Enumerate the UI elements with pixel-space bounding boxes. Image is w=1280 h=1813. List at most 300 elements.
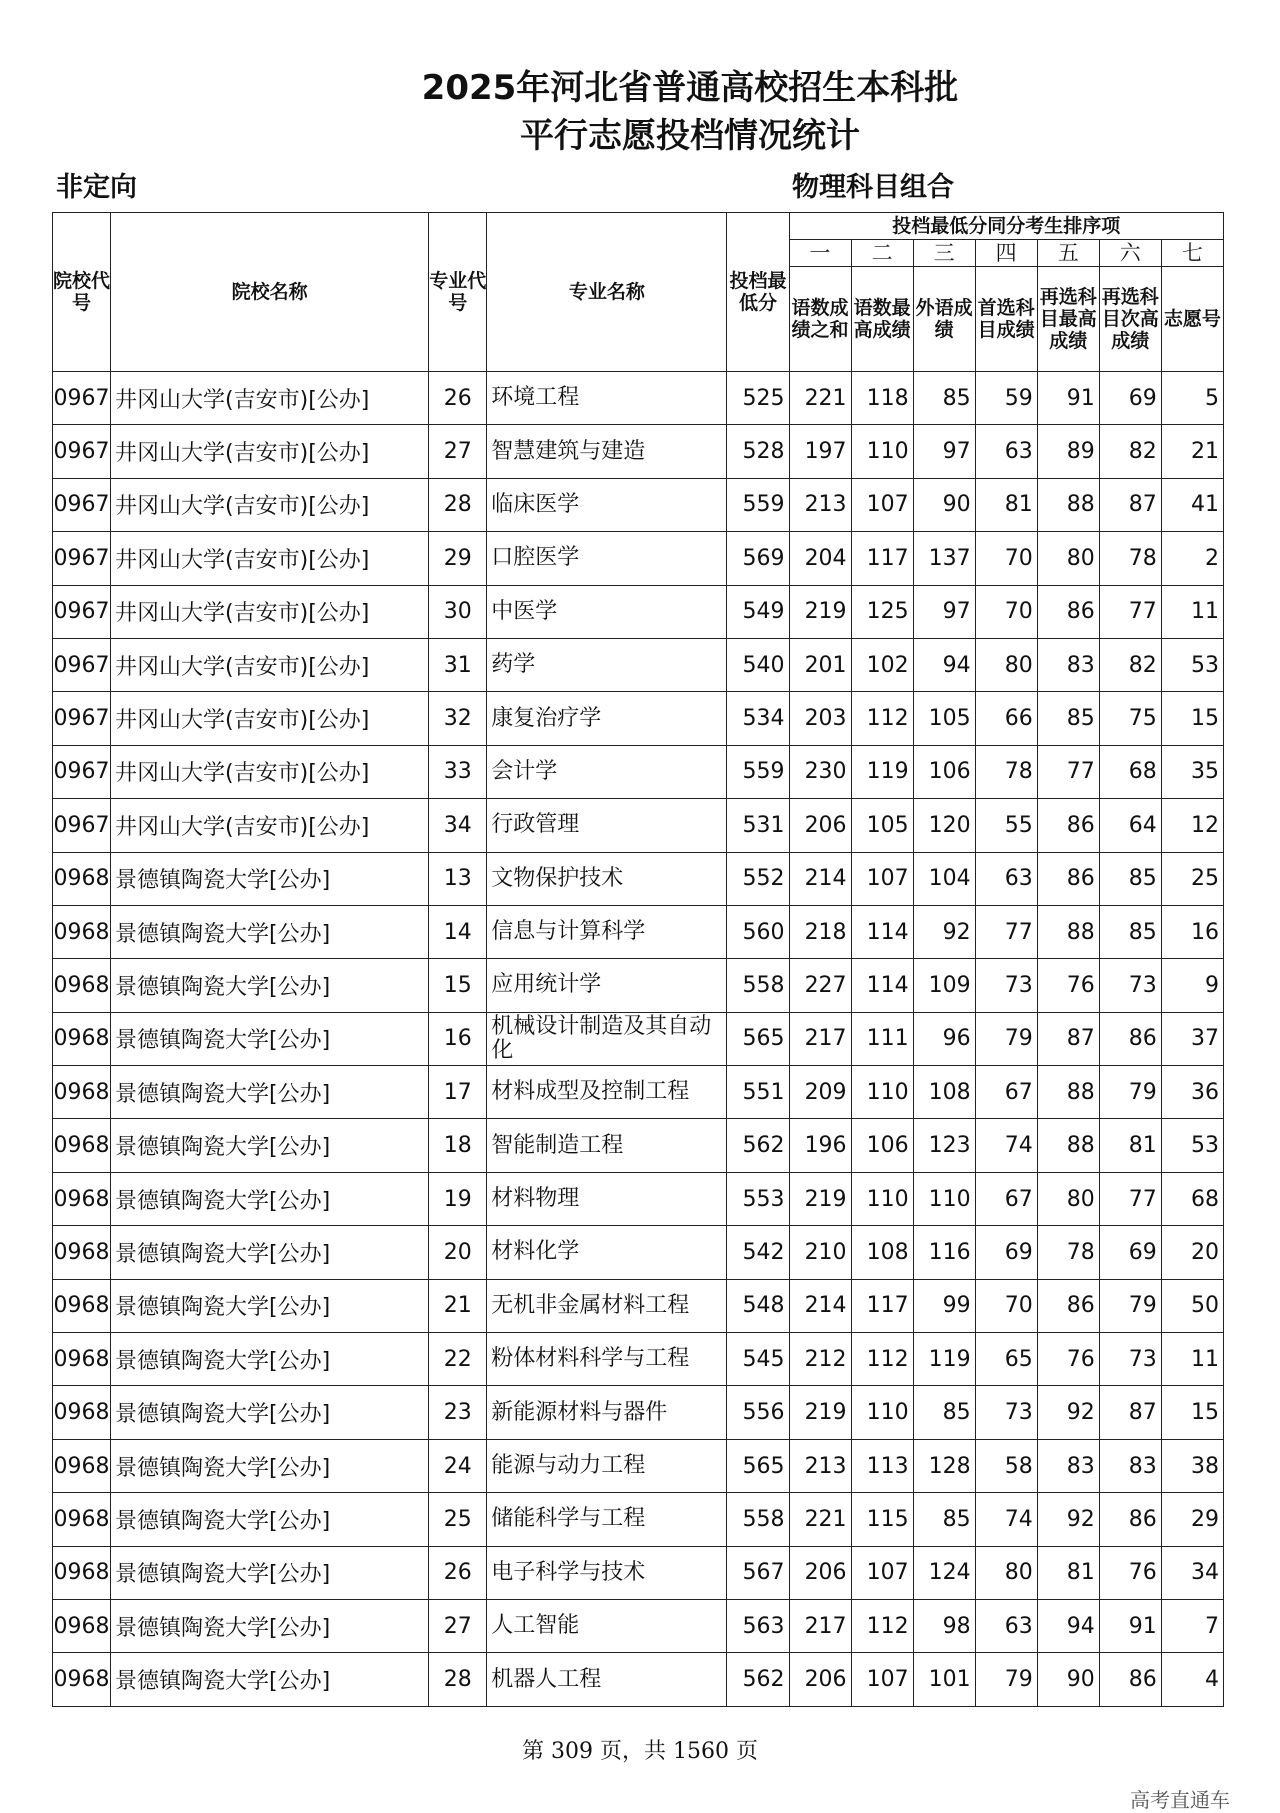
- header-school-name: 院校名称: [111, 213, 429, 372]
- header-item: 再选科目次高成绩: [1099, 267, 1161, 372]
- elective-second-cell: 86: [1099, 1653, 1161, 1706]
- major-code-cell: 14: [429, 905, 487, 958]
- max-chinese-math-cell: 112: [851, 1333, 913, 1386]
- school-code-cell: 0967: [53, 692, 111, 745]
- max-chinese-math-cell: 115: [851, 1493, 913, 1546]
- school-name-cell: 景德镇陶瓷大学[公办]: [111, 1119, 429, 1172]
- admission-table: [52, 212, 1224, 1707]
- foreign-language-cell: 124: [913, 1546, 975, 1599]
- min-score-cell: 560: [727, 905, 789, 958]
- min-score-cell: 567: [727, 1546, 789, 1599]
- school-name-cell: 井冈山大学(吉安市)[公办]: [111, 638, 429, 691]
- school-code-cell: 0968: [53, 1599, 111, 1652]
- elective-highest-cell: 85: [1037, 692, 1099, 745]
- school-name-cell: 景德镇陶瓷大学[公办]: [111, 959, 429, 1012]
- foreign-language-cell: 96: [913, 1012, 975, 1065]
- major-code-cell: 19: [429, 1172, 487, 1225]
- major-name-cell: 储能科学与工程: [487, 1493, 727, 1546]
- major-code-cell: 23: [429, 1386, 487, 1439]
- header-order: 一: [789, 240, 851, 267]
- min-score-cell: 525: [727, 372, 789, 425]
- elective-highest-cell: 83: [1037, 638, 1099, 691]
- elective-second-cell: 69: [1099, 1226, 1161, 1279]
- foreign-language-cell: 90: [913, 478, 975, 531]
- primary-subject-cell: 55: [975, 799, 1037, 852]
- elective-highest-cell: 88: [1037, 905, 1099, 958]
- header-major-code: 专业代号: [429, 213, 487, 372]
- sum-chinese-math-cell: 204: [789, 532, 851, 585]
- table-row: [53, 692, 1224, 745]
- major-code-cell: 27: [429, 1599, 487, 1652]
- header-item: 再选科目最高成绩: [1037, 267, 1099, 372]
- table-row: [53, 1012, 1224, 1065]
- preference-number-cell: 15: [1161, 1386, 1223, 1439]
- school-name-cell: 景德镇陶瓷大学[公办]: [111, 1653, 429, 1706]
- elective-highest-cell: 76: [1037, 959, 1099, 1012]
- preference-number-cell: 12: [1161, 799, 1223, 852]
- foreign-language-cell: 99: [913, 1279, 975, 1332]
- preference-number-cell: 16: [1161, 905, 1223, 958]
- major-name-cell: 康复治疗学: [487, 692, 727, 745]
- table-row: [53, 1119, 1224, 1172]
- preference-number-cell: 20: [1161, 1226, 1223, 1279]
- elective-second-cell: 73: [1099, 959, 1161, 1012]
- primary-subject-cell: 58: [975, 1439, 1037, 1492]
- sum-chinese-math-cell: 219: [789, 1172, 851, 1225]
- school-code-cell: 0967: [53, 478, 111, 531]
- header-item: 语数成绩之和: [789, 267, 851, 372]
- max-chinese-math-cell: 117: [851, 1279, 913, 1332]
- sum-chinese-math-cell: 227: [789, 959, 851, 1012]
- category-label: 非定向: [56, 172, 137, 203]
- table-row: [53, 1172, 1224, 1225]
- preference-number-cell: 15: [1161, 692, 1223, 745]
- elective-highest-cell: 86: [1037, 585, 1099, 638]
- preference-number-cell: 53: [1161, 638, 1223, 691]
- min-score-cell: 553: [727, 1172, 789, 1225]
- school-code-cell: 0968: [53, 1226, 111, 1279]
- min-score-cell: 551: [727, 1066, 789, 1119]
- primary-subject-cell: 69: [975, 1226, 1037, 1279]
- min-score-cell: 558: [727, 959, 789, 1012]
- school-code-cell: 0968: [53, 1066, 111, 1119]
- header-min-score: 投档最低分: [727, 213, 789, 372]
- primary-subject-cell: 67: [975, 1172, 1037, 1225]
- header-order: 五: [1037, 240, 1099, 267]
- max-chinese-math-cell: 112: [851, 1599, 913, 1652]
- min-score-cell: 563: [727, 1599, 789, 1652]
- major-code-cell: 25: [429, 1493, 487, 1546]
- elective-second-cell: 79: [1099, 1066, 1161, 1119]
- major-name-cell: 应用统计学: [487, 959, 727, 1012]
- elective-highest-cell: 78: [1037, 1226, 1099, 1279]
- max-chinese-math-cell: 117: [851, 532, 913, 585]
- elective-second-cell: 75: [1099, 692, 1161, 745]
- major-name-cell: 材料化学: [487, 1226, 727, 1279]
- header-order: 七: [1161, 240, 1223, 267]
- header-rank-group: 投档最低分同分考生排序项: [789, 213, 1223, 240]
- school-code-cell: 0968: [53, 1546, 111, 1599]
- school-code-cell: 0968: [53, 1653, 111, 1706]
- max-chinese-math-cell: 110: [851, 425, 913, 478]
- school-name-cell: 井冈山大学(吉安市)[公办]: [111, 372, 429, 425]
- min-score-cell: 534: [727, 692, 789, 745]
- preference-number-cell: 29: [1161, 1493, 1223, 1546]
- school-code-cell: 0968: [53, 1333, 111, 1386]
- sum-chinese-math-cell: 206: [789, 799, 851, 852]
- primary-subject-cell: 63: [975, 1599, 1037, 1652]
- preference-number-cell: 38: [1161, 1439, 1223, 1492]
- table-row: [53, 532, 1224, 585]
- school-name-cell: 景德镇陶瓷大学[公办]: [111, 1333, 429, 1386]
- school-name-cell: 景德镇陶瓷大学[公办]: [111, 1546, 429, 1599]
- school-code-cell: 0968: [53, 959, 111, 1012]
- school-code-cell: 0968: [53, 1493, 111, 1546]
- major-name-cell: 材料成型及控制工程: [487, 1066, 727, 1119]
- foreign-language-cell: 105: [913, 692, 975, 745]
- table-row: [53, 1546, 1224, 1599]
- elective-highest-cell: 88: [1037, 1119, 1099, 1172]
- foreign-language-cell: 123: [913, 1119, 975, 1172]
- preference-number-cell: 37: [1161, 1012, 1223, 1065]
- header-school-code: 院校代号: [53, 213, 111, 372]
- subject-group-label: 物理科目组合: [792, 172, 954, 203]
- foreign-language-cell: 104: [913, 852, 975, 905]
- elective-highest-cell: 91: [1037, 372, 1099, 425]
- major-name-cell: 临床医学: [487, 478, 727, 531]
- school-name-cell: 井冈山大学(吉安市)[公办]: [111, 692, 429, 745]
- elective-highest-cell: 86: [1037, 852, 1099, 905]
- preference-number-cell: 2: [1161, 532, 1223, 585]
- foreign-language-cell: 85: [913, 1493, 975, 1546]
- foreign-language-cell: 106: [913, 745, 975, 798]
- school-name-cell: 景德镇陶瓷大学[公办]: [111, 1279, 429, 1332]
- major-name-cell: 粉体材料科学与工程: [487, 1333, 727, 1386]
- sum-chinese-math-cell: 209: [789, 1066, 851, 1119]
- major-code-cell: 28: [429, 1653, 487, 1706]
- max-chinese-math-cell: 111: [851, 1012, 913, 1065]
- table-body: [53, 372, 1224, 1707]
- major-code-cell: 24: [429, 1439, 487, 1492]
- major-name-cell: 材料物理: [487, 1172, 727, 1225]
- sum-chinese-math-cell: 219: [789, 585, 851, 638]
- foreign-language-cell: 128: [913, 1439, 975, 1492]
- table-row: [53, 799, 1224, 852]
- school-code-cell: 0967: [53, 745, 111, 798]
- max-chinese-math-cell: 107: [851, 852, 913, 905]
- elective-highest-cell: 80: [1037, 1172, 1099, 1225]
- elective-second-cell: 85: [1099, 905, 1161, 958]
- table-row: [53, 1439, 1224, 1492]
- preference-number-cell: 34: [1161, 1546, 1223, 1599]
- max-chinese-math-cell: 102: [851, 638, 913, 691]
- major-code-cell: 30: [429, 585, 487, 638]
- major-code-cell: 22: [429, 1333, 487, 1386]
- elective-second-cell: 81: [1099, 1119, 1161, 1172]
- table-row: [53, 425, 1224, 478]
- preference-number-cell: 11: [1161, 585, 1223, 638]
- min-score-cell: 565: [727, 1012, 789, 1065]
- school-name-cell: 景德镇陶瓷大学[公办]: [111, 852, 429, 905]
- sum-chinese-math-cell: 214: [789, 852, 851, 905]
- primary-subject-cell: 74: [975, 1119, 1037, 1172]
- major-name-cell: 能源与动力工程: [487, 1439, 727, 1492]
- elective-second-cell: 83: [1099, 1439, 1161, 1492]
- primary-subject-cell: 70: [975, 532, 1037, 585]
- major-code-cell: 29: [429, 532, 487, 585]
- min-score-cell: 542: [727, 1226, 789, 1279]
- primary-subject-cell: 79: [975, 1012, 1037, 1065]
- school-code-cell: 0968: [53, 1279, 111, 1332]
- table-row: [53, 745, 1224, 798]
- school-name-cell: 景德镇陶瓷大学[公办]: [111, 1012, 429, 1065]
- table-row: [53, 372, 1224, 425]
- header-major-name: 专业名称: [487, 213, 727, 372]
- school-name-cell: 景德镇陶瓷大学[公办]: [111, 1066, 429, 1119]
- elective-second-cell: 77: [1099, 1172, 1161, 1225]
- foreign-language-cell: 101: [913, 1653, 975, 1706]
- major-code-cell: 33: [429, 745, 487, 798]
- major-code-cell: 18: [429, 1119, 487, 1172]
- school-code-cell: 0968: [53, 1119, 111, 1172]
- elective-second-cell: 87: [1099, 1386, 1161, 1439]
- foreign-language-cell: 92: [913, 905, 975, 958]
- elective-second-cell: 69: [1099, 372, 1161, 425]
- major-code-cell: 20: [429, 1226, 487, 1279]
- max-chinese-math-cell: 119: [851, 745, 913, 798]
- min-score-cell: 562: [727, 1653, 789, 1706]
- school-name-cell: 井冈山大学(吉安市)[公办]: [111, 478, 429, 531]
- sum-chinese-math-cell: 206: [789, 1546, 851, 1599]
- primary-subject-cell: 66: [975, 692, 1037, 745]
- foreign-language-cell: 85: [913, 1386, 975, 1439]
- min-score-cell: 559: [727, 745, 789, 798]
- elective-highest-cell: 89: [1037, 425, 1099, 478]
- sum-chinese-math-cell: 212: [789, 1333, 851, 1386]
- foreign-language-cell: 119: [913, 1333, 975, 1386]
- preference-number-cell: 5: [1161, 372, 1223, 425]
- foreign-language-cell: 116: [913, 1226, 975, 1279]
- header-item: 语数最高成绩: [851, 267, 913, 372]
- major-name-cell: 无机非金属材料工程: [487, 1279, 727, 1332]
- table-row: [53, 1226, 1224, 1279]
- major-name-cell: 行政管理: [487, 799, 727, 852]
- header-item: 外语成绩: [913, 267, 975, 372]
- elective-highest-cell: 86: [1037, 799, 1099, 852]
- school-code-cell: 0967: [53, 638, 111, 691]
- table-row: [53, 638, 1224, 691]
- major-name-cell: 文物保护技术: [487, 852, 727, 905]
- elective-second-cell: 82: [1099, 425, 1161, 478]
- min-score-cell: 562: [727, 1119, 789, 1172]
- primary-subject-cell: 63: [975, 425, 1037, 478]
- foreign-language-cell: 109: [913, 959, 975, 1012]
- max-chinese-math-cell: 118: [851, 372, 913, 425]
- sum-chinese-math-cell: 210: [789, 1226, 851, 1279]
- sum-chinese-math-cell: 221: [789, 1493, 851, 1546]
- document-title-line1: 2025年河北省普通高校招生本科批: [421, 68, 959, 108]
- school-name-cell: 井冈山大学(吉安市)[公办]: [111, 585, 429, 638]
- elective-highest-cell: 88: [1037, 478, 1099, 531]
- primary-subject-cell: 63: [975, 852, 1037, 905]
- primary-subject-cell: 73: [975, 1386, 1037, 1439]
- elective-second-cell: 91: [1099, 1599, 1161, 1652]
- max-chinese-math-cell: 125: [851, 585, 913, 638]
- min-score-cell: 548: [727, 1279, 789, 1332]
- school-name-cell: 景德镇陶瓷大学[公办]: [111, 905, 429, 958]
- elective-second-cell: 76: [1099, 1546, 1161, 1599]
- foreign-language-cell: 94: [913, 638, 975, 691]
- preference-number-cell: 7: [1161, 1599, 1223, 1652]
- major-code-cell: 26: [429, 1546, 487, 1599]
- min-score-cell: 545: [727, 1333, 789, 1386]
- elective-highest-cell: 90: [1037, 1653, 1099, 1706]
- table-row: [53, 1066, 1224, 1119]
- elective-second-cell: 77: [1099, 585, 1161, 638]
- preference-number-cell: 35: [1161, 745, 1223, 798]
- school-code-cell: 0967: [53, 532, 111, 585]
- table-row: [53, 1386, 1224, 1439]
- school-code-cell: 0968: [53, 852, 111, 905]
- sum-chinese-math-cell: 213: [789, 1439, 851, 1492]
- sum-chinese-math-cell: 214: [789, 1279, 851, 1332]
- table-row: [53, 1333, 1224, 1386]
- preference-number-cell: 53: [1161, 1119, 1223, 1172]
- sum-chinese-math-cell: 217: [789, 1599, 851, 1652]
- preference-number-cell: 41: [1161, 478, 1223, 531]
- elective-second-cell: 86: [1099, 1012, 1161, 1065]
- major-name-cell: 会计学: [487, 745, 727, 798]
- header-item: 首选科目成绩: [975, 267, 1037, 372]
- document-title-line2: 平行志愿投档情况统计: [520, 116, 860, 156]
- page-footer: 第 309 页，共 1560 页: [522, 1739, 758, 1764]
- preference-number-cell: 4: [1161, 1653, 1223, 1706]
- max-chinese-math-cell: 113: [851, 1439, 913, 1492]
- primary-subject-cell: 73: [975, 959, 1037, 1012]
- foreign-language-cell: 98: [913, 1599, 975, 1652]
- school-name-cell: 井冈山大学(吉安市)[公办]: [111, 745, 429, 798]
- elective-highest-cell: 80: [1037, 532, 1099, 585]
- sum-chinese-math-cell: 213: [789, 478, 851, 531]
- max-chinese-math-cell: 112: [851, 692, 913, 745]
- sum-chinese-math-cell: 206: [789, 1653, 851, 1706]
- preference-number-cell: 50: [1161, 1279, 1223, 1332]
- major-code-cell: 15: [429, 959, 487, 1012]
- primary-subject-cell: 77: [975, 905, 1037, 958]
- major-name-cell: 药学: [487, 638, 727, 691]
- watermark: 高考直通车: [1130, 1788, 1230, 1812]
- min-score-cell: 559: [727, 478, 789, 531]
- elective-second-cell: 68: [1099, 745, 1161, 798]
- school-name-cell: 景德镇陶瓷大学[公办]: [111, 1172, 429, 1225]
- header-order: 四: [975, 240, 1037, 267]
- major-name-cell: 机器人工程: [487, 1653, 727, 1706]
- elective-highest-cell: 88: [1037, 1066, 1099, 1119]
- header-order: 六: [1099, 240, 1161, 267]
- preference-number-cell: 25: [1161, 852, 1223, 905]
- school-code-cell: 0968: [53, 1172, 111, 1225]
- major-name-cell: 智慧建筑与建造: [487, 425, 727, 478]
- elective-second-cell: 86: [1099, 1493, 1161, 1546]
- major-code-cell: 34: [429, 799, 487, 852]
- school-code-cell: 0968: [53, 905, 111, 958]
- primary-subject-cell: 70: [975, 585, 1037, 638]
- major-name-cell: 人工智能: [487, 1599, 727, 1652]
- elective-highest-cell: 94: [1037, 1599, 1099, 1652]
- major-code-cell: 28: [429, 478, 487, 531]
- school-name-cell: 井冈山大学(吉安市)[公办]: [111, 532, 429, 585]
- elective-second-cell: 85: [1099, 852, 1161, 905]
- max-chinese-math-cell: 114: [851, 959, 913, 1012]
- header-item: 志愿号: [1161, 267, 1223, 372]
- major-name-cell: 电子科学与技术: [487, 1546, 727, 1599]
- table-row: [53, 1493, 1224, 1546]
- primary-subject-cell: 70: [975, 1279, 1037, 1332]
- elective-highest-cell: 76: [1037, 1333, 1099, 1386]
- table-row: [53, 905, 1224, 958]
- max-chinese-math-cell: 107: [851, 478, 913, 531]
- min-score-cell: 552: [727, 852, 789, 905]
- foreign-language-cell: 97: [913, 425, 975, 478]
- elective-highest-cell: 92: [1037, 1493, 1099, 1546]
- header-order: 二: [851, 240, 913, 267]
- primary-subject-cell: 59: [975, 372, 1037, 425]
- max-chinese-math-cell: 108: [851, 1226, 913, 1279]
- max-chinese-math-cell: 110: [851, 1386, 913, 1439]
- sum-chinese-math-cell: 203: [789, 692, 851, 745]
- major-name-cell: 机械设计制造及其自动化: [487, 1012, 727, 1065]
- school-code-cell: 0967: [53, 799, 111, 852]
- school-name-cell: 景德镇陶瓷大学[公办]: [111, 1386, 429, 1439]
- table-row: [53, 1279, 1224, 1332]
- primary-subject-cell: 79: [975, 1653, 1037, 1706]
- elective-second-cell: 64: [1099, 799, 1161, 852]
- elective-second-cell: 79: [1099, 1279, 1161, 1332]
- elective-highest-cell: 77: [1037, 745, 1099, 798]
- school-code-cell: 0967: [53, 585, 111, 638]
- school-name-cell: 井冈山大学(吉安市)[公办]: [111, 425, 429, 478]
- max-chinese-math-cell: 105: [851, 799, 913, 852]
- min-score-cell: 558: [727, 1493, 789, 1546]
- major-name-cell: 新能源材料与器件: [487, 1386, 727, 1439]
- elective-highest-cell: 81: [1037, 1546, 1099, 1599]
- major-code-cell: 16: [429, 1012, 487, 1065]
- max-chinese-math-cell: 107: [851, 1546, 913, 1599]
- elective-second-cell: 73: [1099, 1333, 1161, 1386]
- school-name-cell: 景德镇陶瓷大学[公办]: [111, 1439, 429, 1492]
- major-name-cell: 智能制造工程: [487, 1119, 727, 1172]
- school-code-cell: 0967: [53, 372, 111, 425]
- school-code-cell: 0968: [53, 1386, 111, 1439]
- sum-chinese-math-cell: 217: [789, 1012, 851, 1065]
- primary-subject-cell: 65: [975, 1333, 1037, 1386]
- elective-highest-cell: 87: [1037, 1012, 1099, 1065]
- primary-subject-cell: 80: [975, 638, 1037, 691]
- preference-number-cell: 21: [1161, 425, 1223, 478]
- school-code-cell: 0968: [53, 1439, 111, 1492]
- school-name-cell: 景德镇陶瓷大学[公办]: [111, 1493, 429, 1546]
- school-name-cell: 景德镇陶瓷大学[公办]: [111, 1226, 429, 1279]
- preference-number-cell: 11: [1161, 1333, 1223, 1386]
- major-name-cell: 环境工程: [487, 372, 727, 425]
- preference-number-cell: 9: [1161, 959, 1223, 1012]
- table-row: [53, 959, 1224, 1012]
- school-code-cell: 0967: [53, 425, 111, 478]
- min-score-cell: 556: [727, 1386, 789, 1439]
- max-chinese-math-cell: 106: [851, 1119, 913, 1172]
- min-score-cell: 569: [727, 532, 789, 585]
- school-code-cell: 0968: [53, 1012, 111, 1065]
